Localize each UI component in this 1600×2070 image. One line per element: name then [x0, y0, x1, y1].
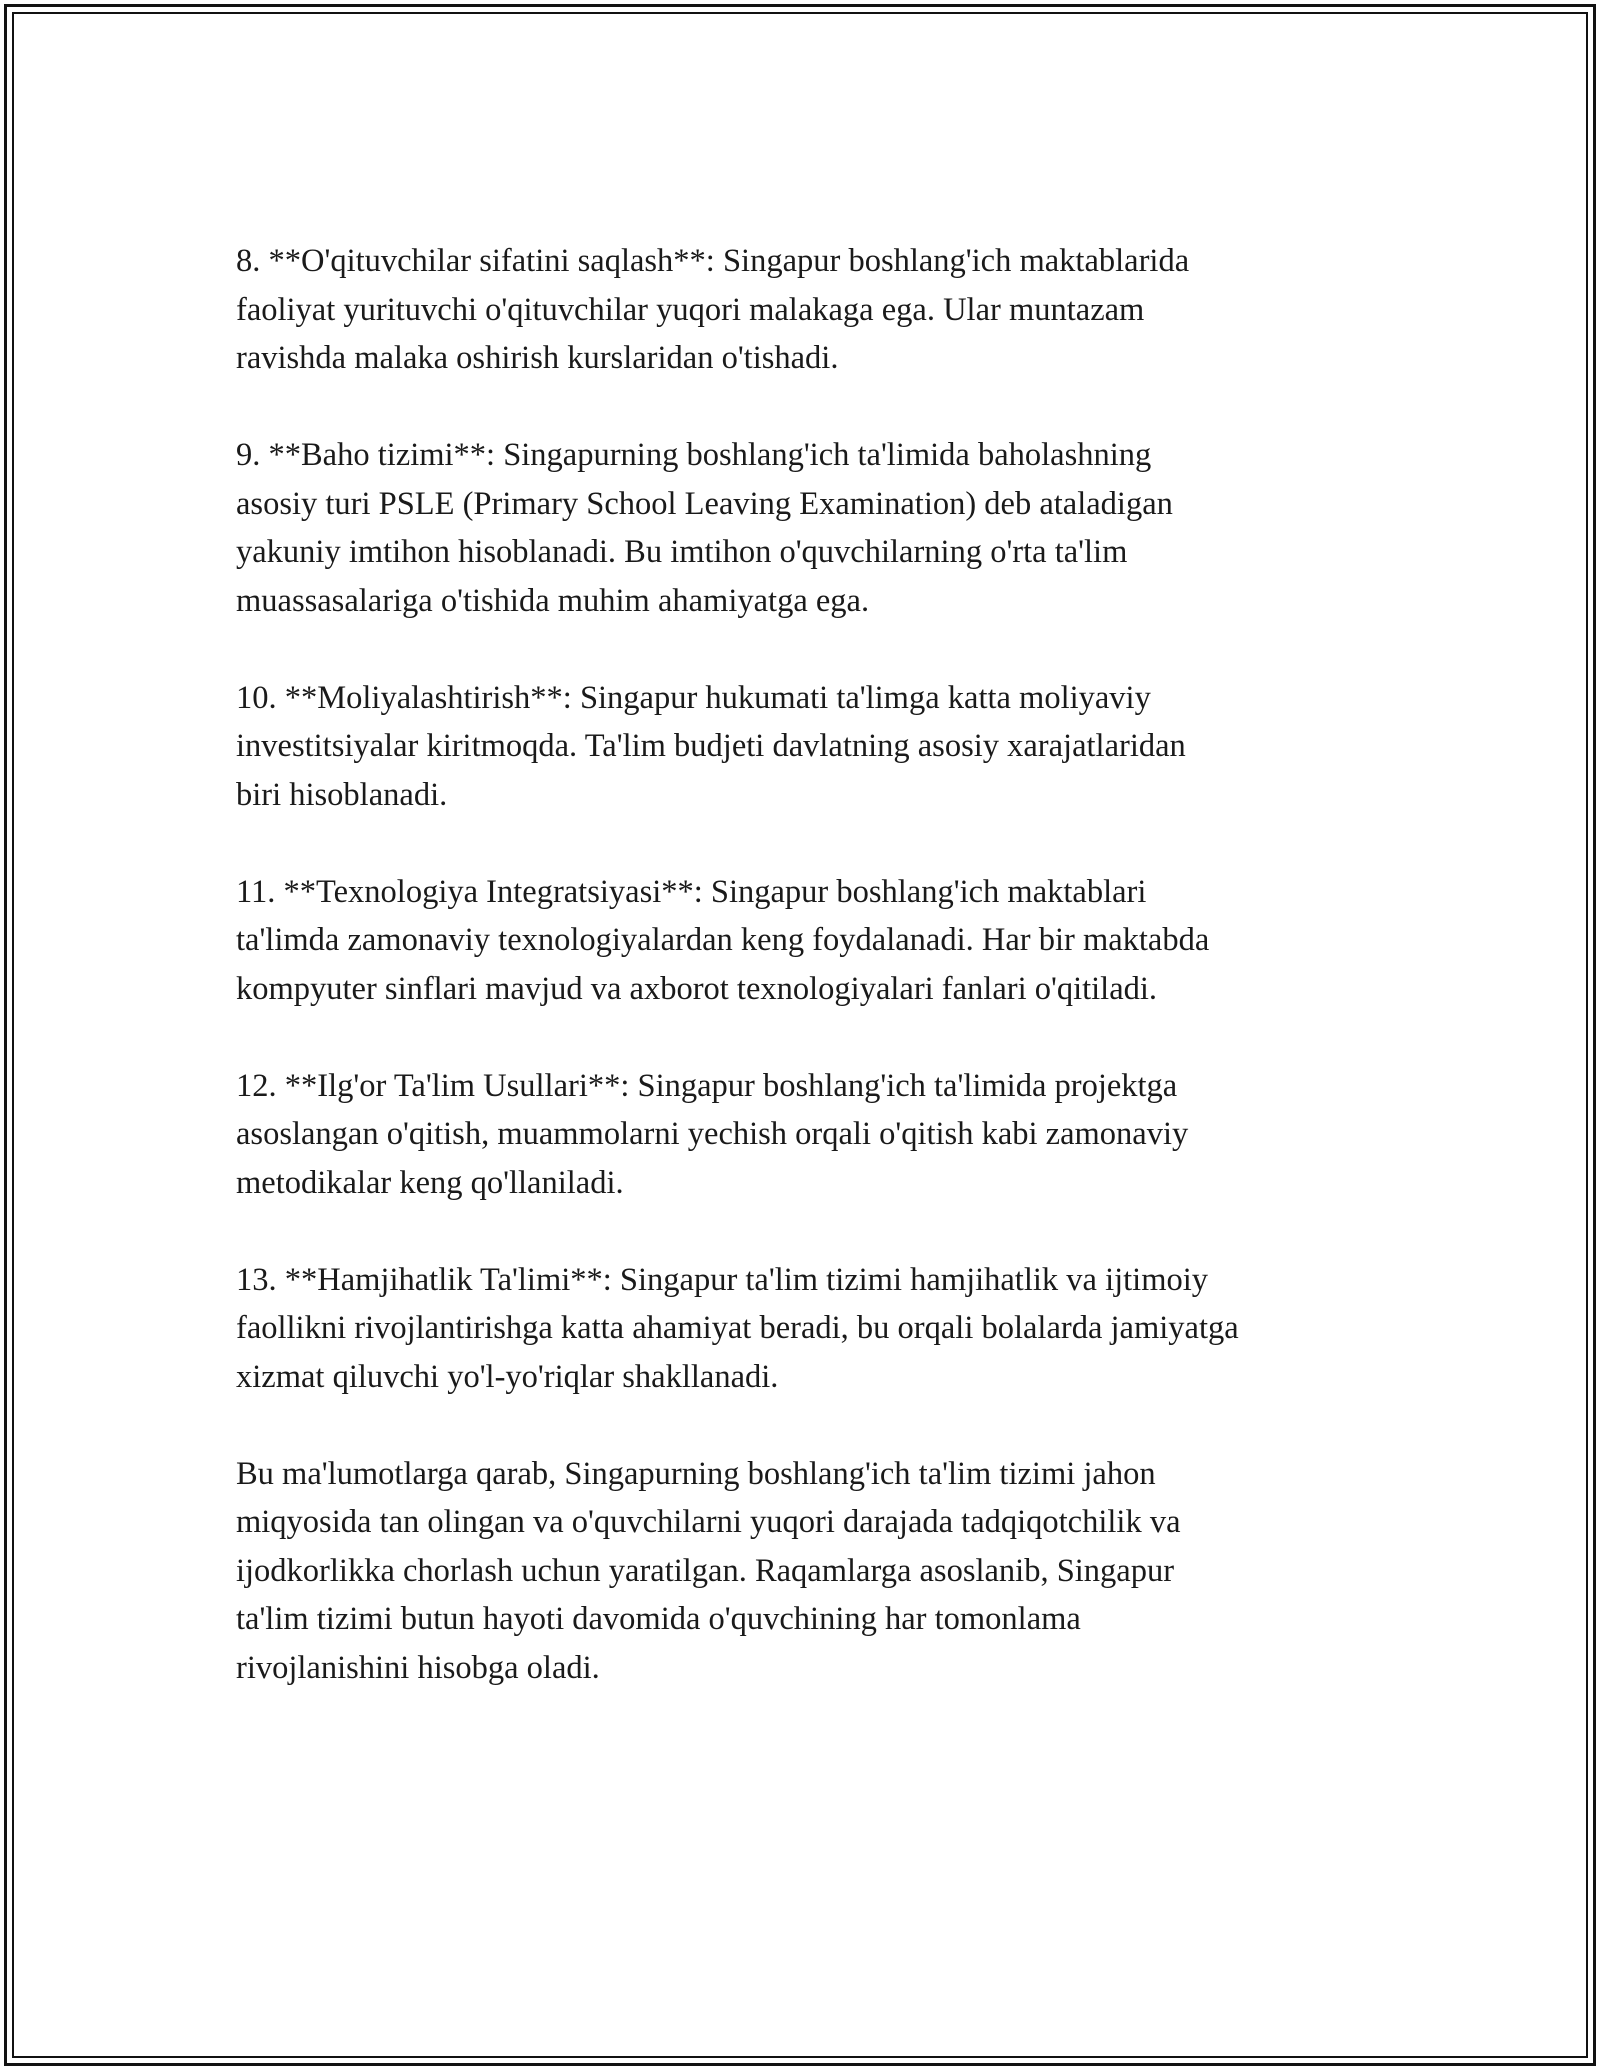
text-line: asosiy turi PSLE (Primary School Leaving Examination) deb ataladigan	[236, 485, 1173, 522]
text-line: biri hisoblanadi.	[236, 776, 448, 813]
text-line: ta'limda zamonaviy texnologiyalardan keng foydalanadi. Har bir maktabda	[236, 922, 1210, 958]
text-line: muassasalariga o'tishida muhim ahamiyatga ega.	[236, 582, 870, 619]
text-line: ta'lim tizimi butun hayoti davomida o'quvchining har tomonlama	[236, 1601, 1081, 1637]
text-line: Bu ma'lumotlarga qarab, Singapurning boshlang'ich ta'lim tizimi jahon	[236, 1455, 1156, 1492]
text-line: ijodkorlikka chorlash uchun yaratilgan. Raqamlarga asoslanib, Singapur	[236, 1552, 1175, 1589]
text-line: 10. **Moliyalashtirish**: Singapur hukumati ta'limga katta moliyaviy	[236, 679, 1151, 716]
text-line: yakuniy imtihon hisoblanadi. Bu imtihon o'quvchilarning o'rta ta'lim	[236, 534, 1128, 570]
text-line: kompyuter sinflari mavjud va axborot texnologiyalari fanlari o'qitiladi.	[236, 970, 1158, 1007]
paragraph-conclusion	[236, 1450, 1416, 1693]
text-line: metodikalar keng qo'llaniladi.	[236, 1164, 624, 1201]
text-line: xizmat qiluvchi yo'l-yo'riqlar shakllanadi.	[236, 1358, 779, 1395]
text-line: 11. **Texnologiya Integratsiyasi**: Singapur boshlang'ich maktablari	[236, 873, 1147, 910]
text-line: asoslangan o'qitish, muammolarni yechish orqali o'qitish kabi zamonaviy	[236, 1116, 1189, 1152]
text-line: faollikni rivojlantirishga katta ahamiyat beradi, bu orqali bolalarda jamiyatga	[236, 1310, 1239, 1346]
text-line: investitsiyalar kiritmoqda. Ta'lim budjeti davlatning asosiy xarajatlaridan	[236, 728, 1186, 764]
paragraph-technology	[236, 868, 1416, 1014]
paragraph-funding	[236, 674, 1416, 820]
paragraph-grading-system	[236, 431, 1416, 625]
text-line: rivojlanishini hisobga oladi.	[236, 1649, 600, 1686]
text-line: faoliyat yurituvchi o'qituvchilar yuqori malakaga ega. Ular muntazam	[236, 291, 1145, 328]
paragraph-teacher-quality	[236, 237, 1416, 383]
text-line: 12. **Ilg'or Ta'lim Usullari**: Singapur boshlang'ich ta'limida projektga	[236, 1067, 1178, 1104]
text-line: ravishda malaka oshirish kurslaridan o'tishadi.	[236, 340, 839, 376]
paragraph-cooperation	[236, 1256, 1416, 1402]
text-line: 13. **Hamjihatlik Ta'limi**: Singapur ta'lim tizimi hamjihatlik va ijtimoiy	[236, 1261, 1209, 1298]
document-body	[236, 237, 1416, 1692]
paragraph-methods	[236, 1062, 1416, 1208]
text-line: 8. **O'qituvchilar sifatini saqlash**: Singapur boshlang'ich maktablarida	[236, 243, 1190, 279]
text-line: 9. **Baho tizimi**: Singapurning boshlang'ich ta'limida baholashning	[236, 437, 1152, 473]
text-line: miqyosida tan olingan va o'quvchilarni yuqori darajada tadqiqotchilik va	[236, 1504, 1181, 1540]
